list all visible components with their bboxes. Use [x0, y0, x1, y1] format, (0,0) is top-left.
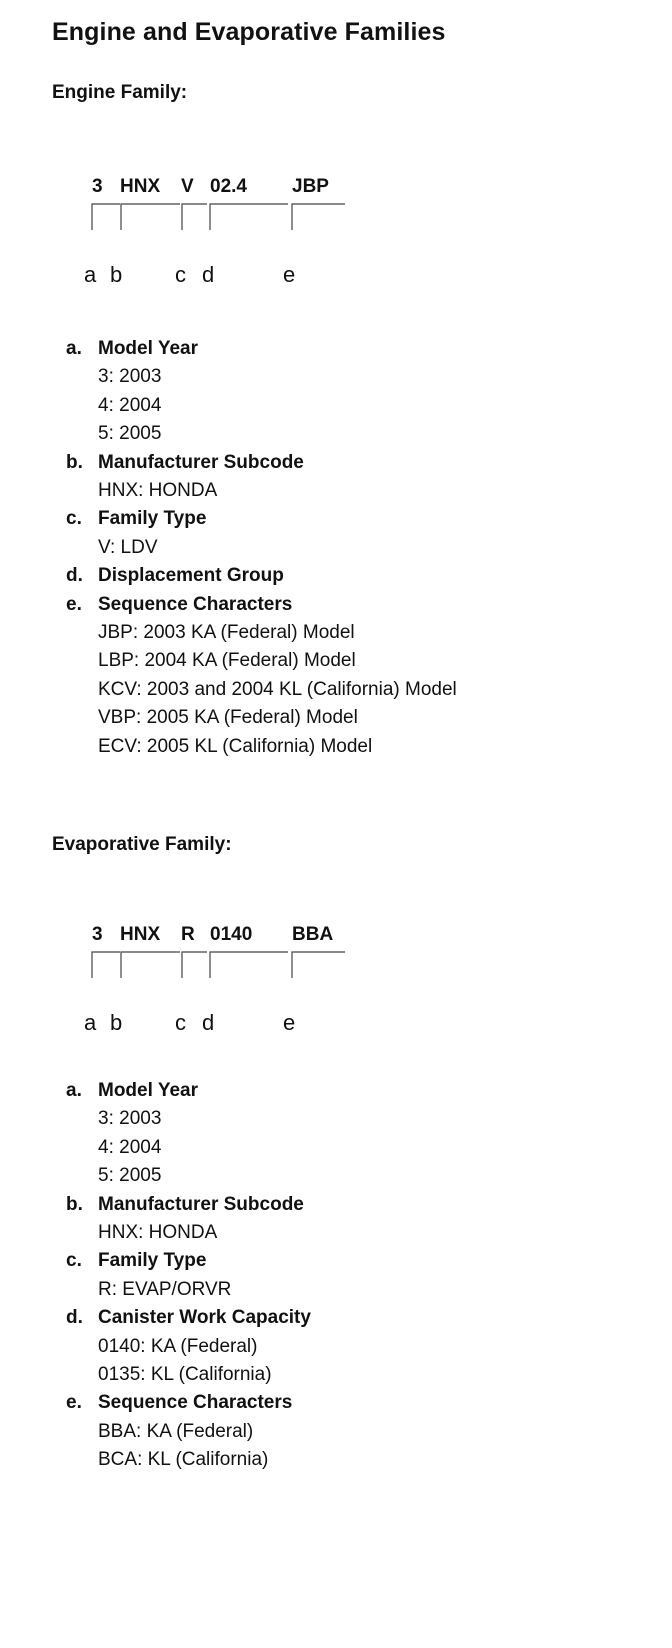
legend-name: Sequence Characters: [98, 593, 293, 615]
legend-name: Manufacturer Subcode: [98, 451, 304, 473]
engine-letter-c: c: [175, 262, 186, 287]
legend-name: Family Type: [98, 508, 207, 530]
evap-letter-c: c: [175, 1010, 186, 1035]
legend-name: Canister Work Capacity: [98, 1307, 311, 1329]
legend-value: JBP: 2003 KA (Federal) Model: [98, 622, 355, 644]
legend-item-family-type: [66, 1247, 311, 1304]
legend-letter: d.: [66, 1307, 83, 1329]
evap-code-part-type: R: [181, 924, 195, 945]
engine-code-part-subcode: HNX: [120, 176, 161, 197]
engine-family-code-diagram: [80, 170, 380, 290]
engine-bracket-c: [182, 204, 207, 230]
evap-letter-a: a: [84, 1010, 97, 1035]
legend-value: VBP: 2005 KA (Federal) Model: [98, 707, 358, 729]
evaporative-family-heading: Evaporative Family:: [52, 834, 232, 855]
evap-bracket-c: [182, 952, 207, 978]
engine-family-heading: Engine Family:: [52, 82, 188, 103]
legend-item-manufacturer-subcode: [66, 449, 457, 506]
legend-item-displacement-group: [66, 562, 457, 590]
legend-item-model-year: [66, 1077, 311, 1191]
evaporative-code-svg: [80, 918, 380, 1038]
legend-name: Sequence Characters: [98, 1392, 293, 1414]
evap-letter-b: b: [110, 1010, 123, 1035]
legend-name: Model Year: [98, 338, 198, 359]
evap-letter-d: d: [202, 1010, 215, 1035]
legend-value: KCV: 2003 and 2004 KL (California) Model: [98, 678, 457, 700]
legend-value: 0140: KA (Federal): [98, 1335, 258, 1357]
engine-code-part-sequence: JBP: [292, 176, 329, 197]
legend-item-manufacturer-subcode: [66, 1191, 311, 1248]
legend-name: Displacement Group: [98, 565, 284, 587]
engine-bracket-e: [292, 204, 345, 230]
legend-letter: b.: [66, 1193, 83, 1215]
engine-letter-a: a: [84, 262, 97, 287]
evaporative-family-code-diagram: [80, 918, 380, 1038]
evap-letter-e: e: [283, 1010, 296, 1035]
engine-bracket-b: [121, 204, 180, 230]
evap-bracket-b: [121, 952, 180, 978]
legend-value: 5: 2005: [98, 423, 162, 445]
legend-value: BCA: KL (California): [98, 1449, 269, 1471]
legend-letter: a.: [66, 1080, 82, 1101]
legend-value: LBP: 2004 KA (Federal) Model: [98, 650, 356, 672]
legend-value: R: EVAP/ORVR: [98, 1278, 232, 1300]
legend-value: HNX: HONDA: [98, 480, 218, 502]
legend-name: Model Year: [98, 1080, 198, 1101]
evaporative-legend-list: [66, 1077, 311, 1475]
legend-value: BBA: KA (Federal): [98, 1420, 254, 1442]
engine-letter-e: e: [283, 262, 296, 287]
legend-item-canister-work-capacity: [66, 1304, 311, 1389]
evap-bracket-d: [210, 952, 288, 978]
page-title: Engine and Evaporative Families: [52, 18, 446, 46]
legend-item-sequence-characters: [66, 591, 457, 761]
legend-value: 3: 2003: [98, 1108, 162, 1130]
legend-value: 5: 2005: [98, 1165, 162, 1187]
legend-name: Manufacturer Subcode: [98, 1193, 304, 1215]
evap-code-part-capacity: 0140: [210, 924, 253, 945]
legend-letter: c.: [66, 508, 82, 530]
legend-value: HNX: HONDA: [98, 1222, 218, 1244]
evap-code-part-year: 3: [92, 924, 103, 945]
legend-letter: d.: [66, 565, 83, 587]
engine-letter-d: d: [202, 262, 215, 287]
legend-value: 4: 2004: [98, 394, 162, 416]
evap-code-part-subcode: HNX: [120, 924, 161, 945]
legend-value: V: LDV: [98, 536, 158, 558]
engine-code-part-year: 3: [92, 176, 103, 197]
engine-code-part-type: V: [181, 176, 194, 197]
legend-item-model-year: [66, 335, 457, 449]
legend-letter: c.: [66, 1250, 82, 1272]
legend-letter: e.: [66, 593, 82, 615]
legend-item-sequence-characters: [66, 1389, 311, 1474]
engine-code-svg: [80, 170, 380, 290]
engine-bracket-d: [210, 204, 288, 230]
engine-legend-list: [66, 335, 457, 761]
legend-value: 0135: KL (California): [98, 1364, 272, 1386]
evap-bracket-e: [292, 952, 345, 978]
engine-code-part-displacement: 02.4: [210, 176, 247, 197]
evap-code-part-sequence: BBA: [292, 924, 334, 945]
legend-value: 3: 2003: [98, 366, 162, 388]
engine-letter-b: b: [110, 262, 123, 287]
legend-value: ECV: 2005 KL (California) Model: [98, 735, 373, 757]
legend-letter: b.: [66, 451, 83, 473]
legend-value: 4: 2004: [98, 1136, 162, 1158]
legend-letter: a.: [66, 338, 82, 359]
evap-bracket-a: [92, 952, 120, 978]
engine-bracket-a: [92, 204, 120, 230]
legend-name: Family Type: [98, 1250, 207, 1272]
legend-item-family-type: [66, 505, 457, 562]
legend-letter: e.: [66, 1392, 82, 1414]
